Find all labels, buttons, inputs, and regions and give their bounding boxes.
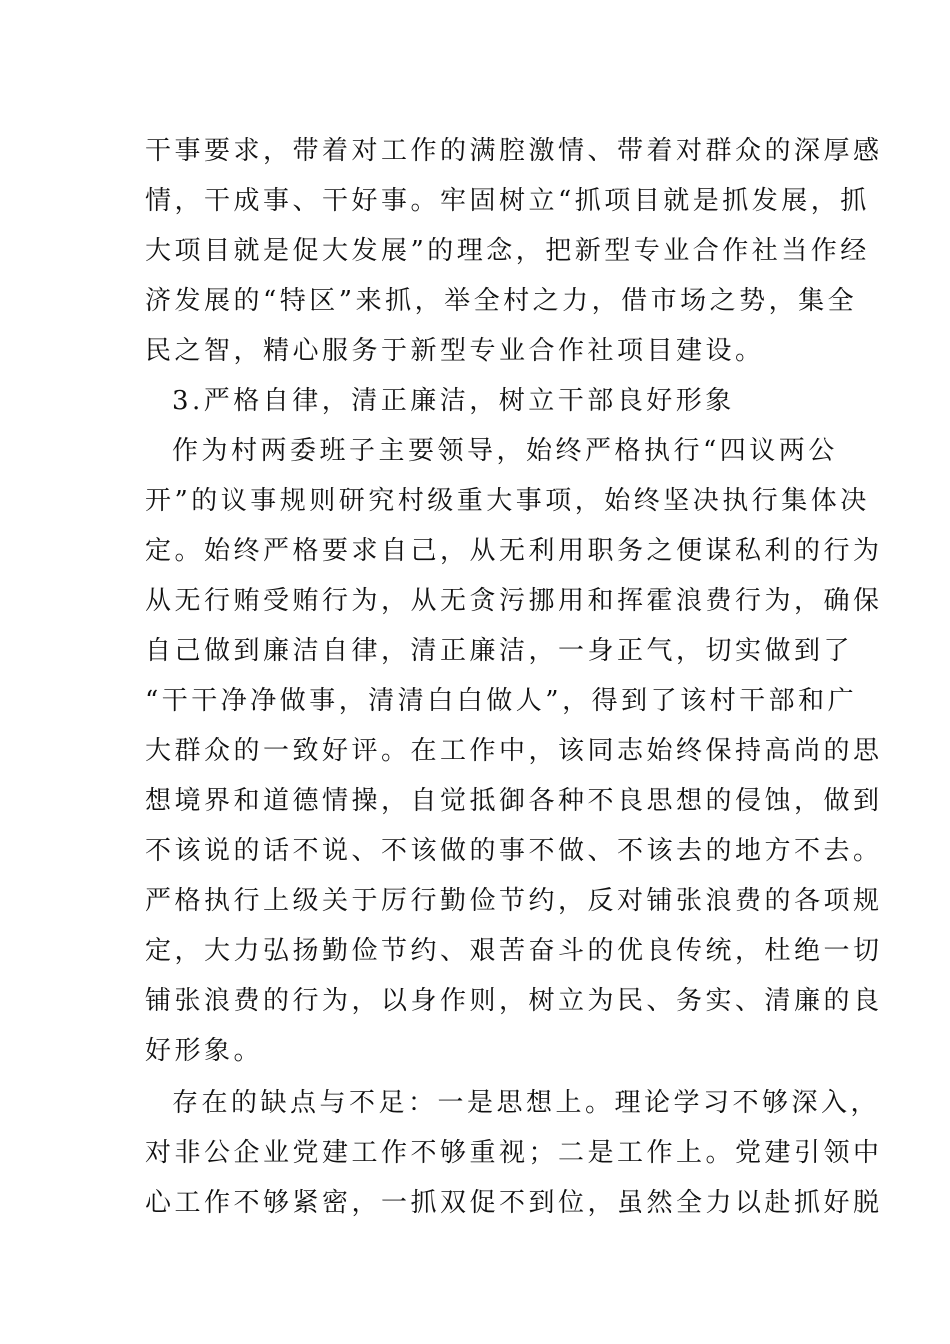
text-line: 定。始终严格要求自己，从无利用职务之便谋私利的行为	[145, 536, 883, 566]
text-line: 定，大力弘扬勤俭节约、艰苦奋斗的优良传统，杜绝一切	[145, 936, 883, 966]
text-line: “干干净净做事，清清白白做人”，得到了该村干部和广	[145, 686, 858, 716]
text-line: 不该说的话不说、不该做的事不做、不该去的地方不去。	[145, 836, 883, 866]
text-line: 从无行贿受贿行为，从无贪污挪用和挥霍浪费行为，确保	[145, 586, 883, 616]
text-line: 好形象。	[145, 1036, 264, 1066]
text-line: 济发展的“特区”来抓，举全村之力，借市场之势，集全	[145, 286, 858, 316]
text-line: 大群众的一致好评。在工作中，该同志始终保持高尚的思	[145, 736, 883, 766]
section-heading: 3.严格自律，清正廉洁，树立干部良好形象	[172, 386, 735, 416]
text-line: 情，干成事、干好事。牢固树立“抓项目就是抓发展，抓	[145, 186, 870, 216]
text-line: 自己做到廉洁自律，清正廉洁，一身正气，切实做到了	[145, 636, 854, 666]
text-line: 铺张浪费的行为，以身作则，树立为民、务实、清廉的良	[145, 986, 883, 1016]
text-line: 开”的议事规则研究村级重大事项，始终坚决执行集体决	[145, 486, 870, 516]
text-line: 对非公企业党建工作不够重视；二是工作上。党建引领中	[145, 1138, 883, 1168]
text-line: 民之智，精心服务于新型专业合作社项目建设。	[145, 336, 765, 366]
text-line: 想境界和道德情操，自觉抵御各种不良思想的侵蚀，做到	[145, 786, 883, 816]
text-line: 心工作不够紧密，一抓双促不到位，虽然全力以赴抓好脱	[145, 1188, 883, 1218]
paragraph-start-line: 存在的缺点与不足：一是思想上。理论学习不够深入，	[172, 1088, 881, 1118]
text-line: 大项目就是促大发展”的理念，把新型专业合作社当作经	[145, 236, 870, 266]
text-line: 严格执行上级关于厉行勤俭节约，反对铺张浪费的各项规	[145, 886, 883, 916]
text-line: 干事要求，带着对工作的满腔激情、带着对群众的深厚感	[145, 136, 883, 166]
paragraph-start-line: 作为村两委班子主要领导，始终严格执行“四议两公	[172, 436, 838, 466]
